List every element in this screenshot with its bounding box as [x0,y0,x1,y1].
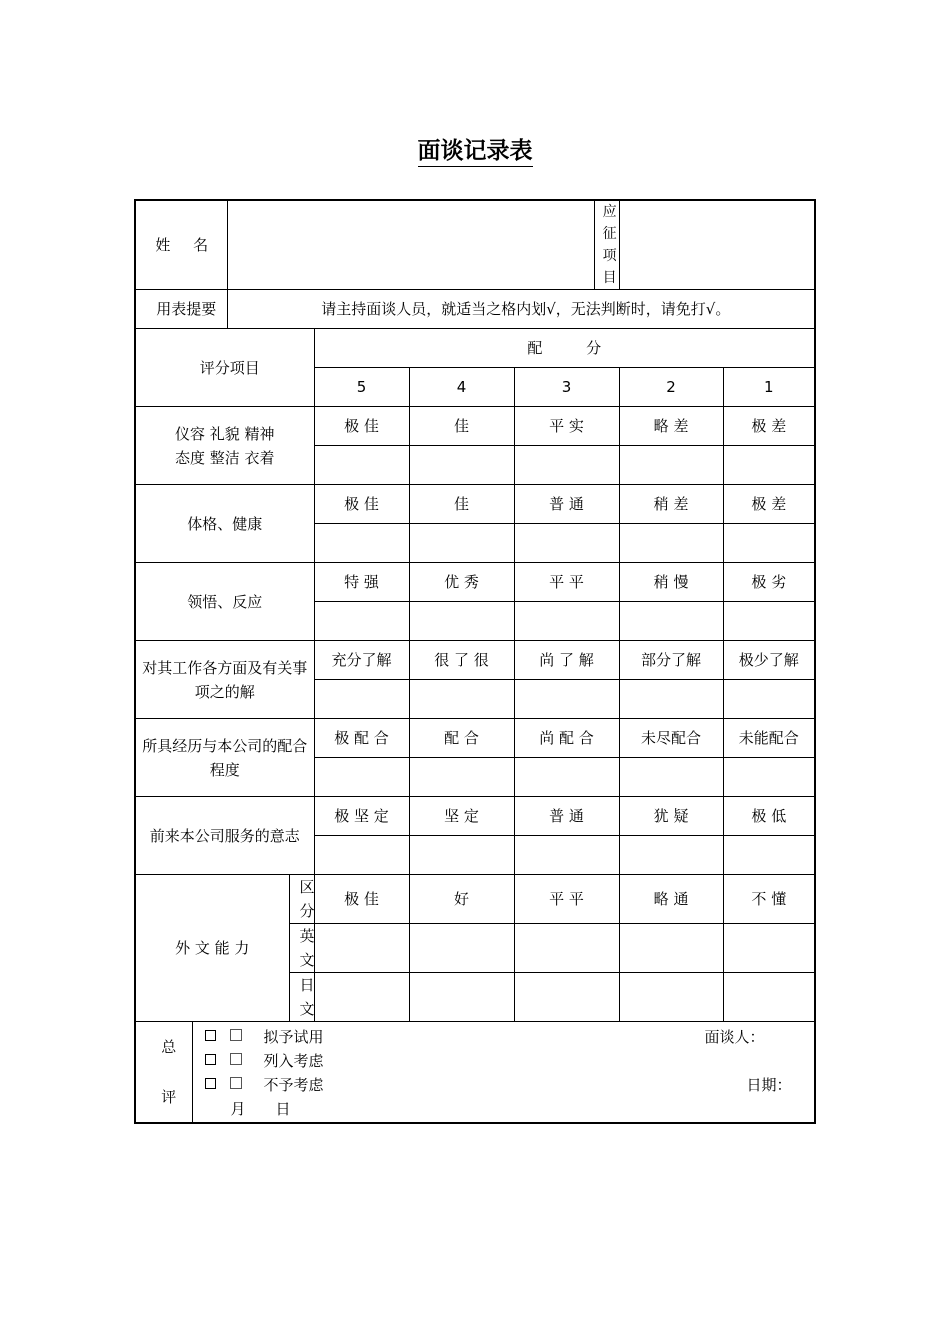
position-label: 应 征 项 目 [594,200,619,290]
level-label: 稍 差 [619,485,723,524]
criterion-label: 仪容 礼貌 精神 态度 整洁 衣着 [135,407,314,485]
level-label: 普 通 [514,485,619,524]
summary-label [135,1022,192,1124]
level-label: 优 秀 [409,563,514,602]
checkbox-icon[interactable] [205,1054,216,1065]
check-cell[interactable] [409,758,514,797]
check-cell[interactable] [409,602,514,641]
interviewer-label: 面谈人： [704,1028,765,1046]
check-cell[interactable] [723,524,815,563]
name-input-cell[interactable] [227,200,594,290]
level-label: 尚 配 合 [514,719,619,758]
level-label: 极 差 [723,407,815,446]
option-consider[interactable]: 列入考虑 [205,1049,324,1073]
score-2: 2 [619,368,723,407]
month-label: 月 [230,1100,246,1118]
level-label: 佳 [409,485,514,524]
level-label: 未能配合 [723,719,815,758]
date-label: 日期： [746,1076,792,1094]
check-cell[interactable] [723,973,815,1022]
criterion-label: 所具经历与本公司的配合程度 [135,719,314,797]
criterion-label: 体格、健康 [135,485,314,563]
level-label: 平 平 [514,875,619,924]
level-label: 尚 了 解 [514,641,619,680]
level-label: 坚 定 [409,797,514,836]
level-label: 略 通 [619,875,723,924]
check-cell[interactable] [514,973,619,1022]
check-cell[interactable] [514,680,619,719]
level-label: 极 差 [723,485,815,524]
check-cell[interactable] [514,524,619,563]
criterion-label: 领悟、反应 [135,563,314,641]
check-cell[interactable] [514,758,619,797]
check-cell[interactable] [314,758,409,797]
level-label: 配 合 [409,719,514,758]
check-cell[interactable] [619,680,723,719]
check-cell[interactable] [723,446,815,485]
level-label: 稍 慢 [619,563,723,602]
level-label: 极 佳 [314,485,409,524]
criterion-label: 前来本公司服务的意志 [135,797,314,875]
checkbox-icon[interactable] [205,1030,216,1041]
instructions-label: 用表提要 [135,290,227,329]
language-row-japanese: 日文 [289,973,314,1022]
month-day-line [231,1097,291,1121]
level-label: 极 劣 [723,563,815,602]
checkbox-icon[interactable] [230,1029,242,1041]
level-label: 极 低 [723,797,815,836]
check-cell[interactable] [409,924,514,973]
score-1: 1 [723,368,815,407]
position-input-cell[interactable] [619,200,815,290]
check-cell[interactable] [619,758,723,797]
check-cell[interactable] [619,836,723,875]
check-cell[interactable] [314,446,409,485]
check-cell[interactable] [619,602,723,641]
scoring-item-header: 评分项目 [135,329,314,407]
level-label: 普 通 [514,797,619,836]
name-label: 姓 名 [135,200,227,290]
level-label: 好 [409,875,514,924]
level-label: 平 实 [514,407,619,446]
level-label: 略 差 [619,407,723,446]
check-cell[interactable] [514,602,619,641]
summary-label-bottom: 评 [161,1088,177,1106]
check-cell[interactable] [314,973,409,1022]
level-label: 极 佳 [314,407,409,446]
language-row-english: 英文 [289,924,314,973]
summary-label-top: 总 [161,1038,177,1056]
level-label: 不 懂 [723,875,815,924]
check-cell[interactable] [409,680,514,719]
level-label: 很 了 很 [409,641,514,680]
check-cell[interactable] [723,602,815,641]
level-label: 极少了解 [723,641,815,680]
checkbox-icon[interactable] [230,1077,242,1089]
score-3: 3 [514,368,619,407]
language-label: 外 文 能 力 [135,875,289,1022]
check-cell[interactable] [619,973,723,1022]
level-label: 极 配 合 [314,719,409,758]
check-cell[interactable] [314,602,409,641]
check-cell[interactable] [514,836,619,875]
check-cell[interactable] [723,680,815,719]
check-cell[interactable] [723,924,815,973]
check-cell[interactable] [619,524,723,563]
check-cell[interactable] [409,836,514,875]
page-title: 面谈记录表 [0,132,950,165]
check-cell[interactable] [409,524,514,563]
language-sub-header: 区分 [289,875,314,924]
score-header: 配 分 [314,329,815,368]
level-label: 极 坚 定 [314,797,409,836]
criterion-label: 对其工作各方面及有关事项之的解 [135,641,314,719]
interview-form-table [134,199,816,1124]
check-cell[interactable] [409,973,514,1022]
check-cell[interactable] [514,924,619,973]
level-label: 部分了解 [619,641,723,680]
check-cell[interactable] [723,758,815,797]
check-cell[interactable] [723,836,815,875]
level-label: 极 佳 [314,875,409,924]
day-label: 日 [275,1100,291,1118]
checkbox-icon[interactable] [205,1078,216,1089]
check-cell[interactable] [514,446,619,485]
summary-cell [192,1022,815,1124]
instructions-text: 请主持面谈人员，就适当之格内划√，无法判断时，请免打√。 [227,290,815,329]
option-reject[interactable]: 不予考虑 [205,1073,324,1097]
check-cell[interactable] [409,446,514,485]
level-label: 未尽配合 [619,719,723,758]
check-cell[interactable] [314,680,409,719]
level-label: 平 平 [514,563,619,602]
check-cell[interactable] [314,924,409,973]
score-4: 4 [409,368,514,407]
level-label: 充分了解 [314,641,409,680]
level-label: 佳 [409,407,514,446]
level-label: 特 强 [314,563,409,602]
score-5: 5 [314,368,409,407]
check-cell[interactable] [314,524,409,563]
level-label: 犹 疑 [619,797,723,836]
check-cell[interactable] [314,836,409,875]
check-cell[interactable] [619,924,723,973]
checkbox-icon[interactable] [230,1053,242,1065]
check-cell[interactable] [619,446,723,485]
option-trial[interactable]: 拟予试用 [205,1025,324,1049]
